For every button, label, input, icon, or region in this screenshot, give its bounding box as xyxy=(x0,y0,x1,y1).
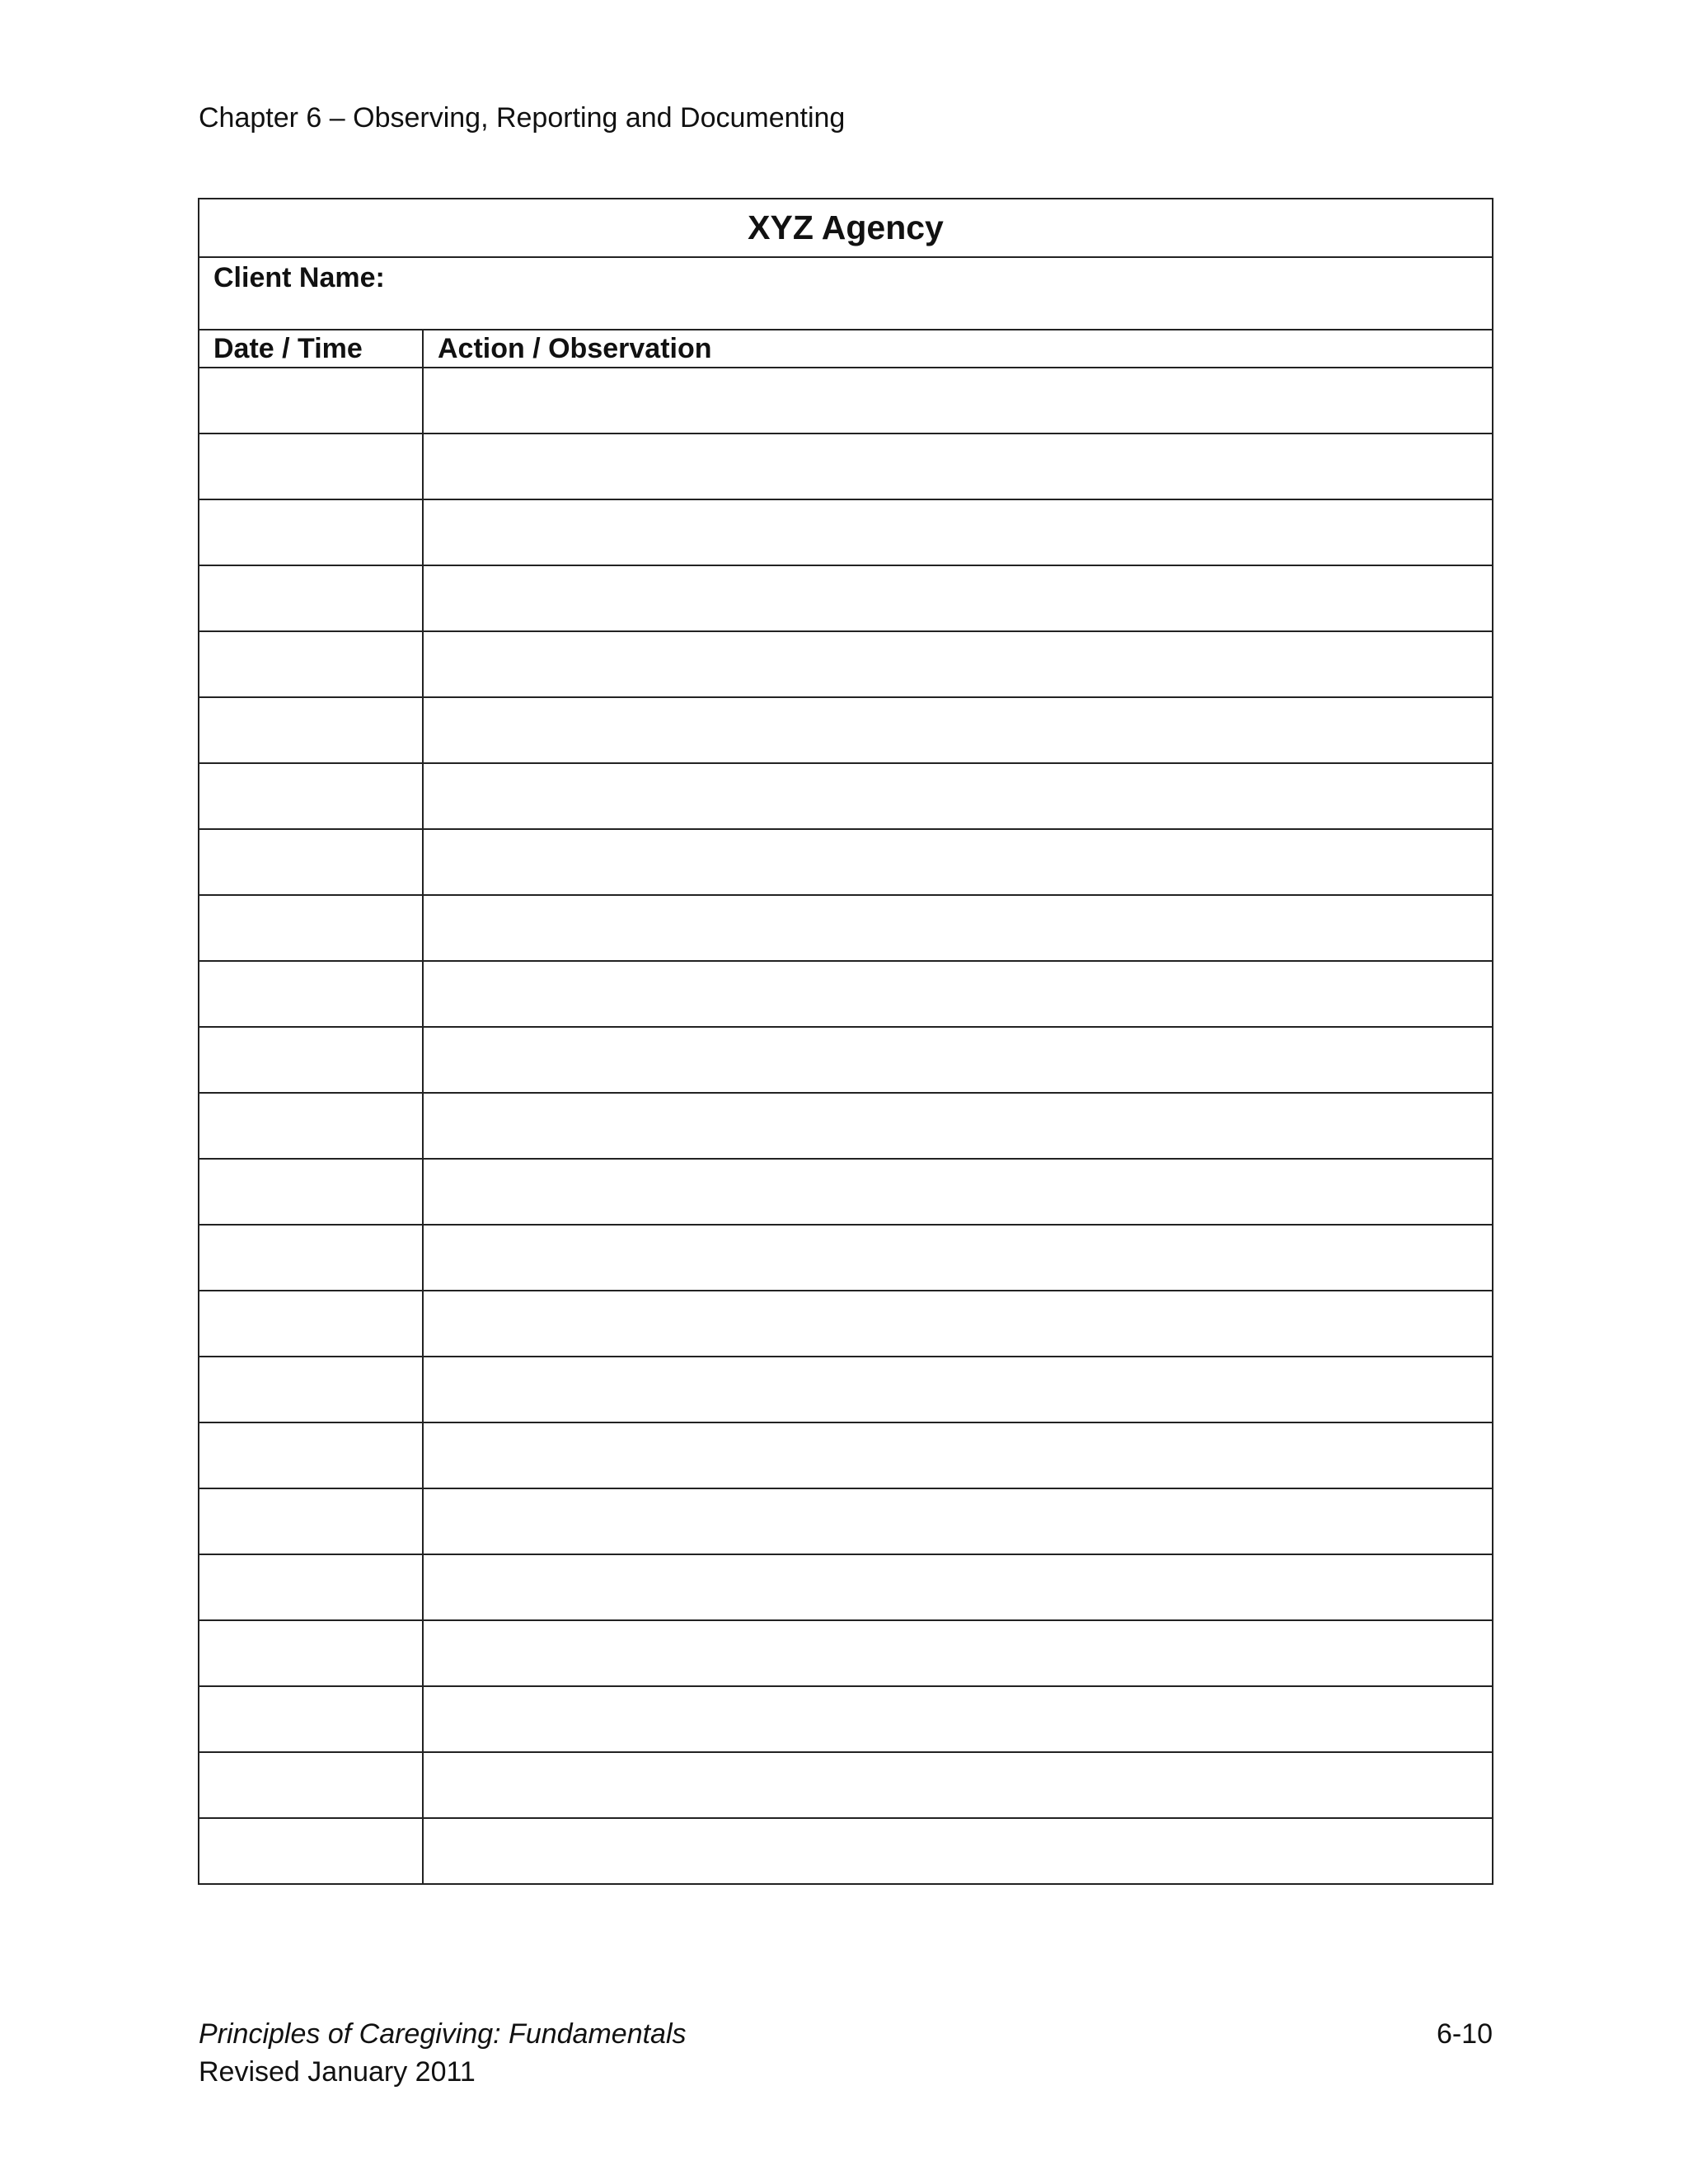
date-time-cell xyxy=(199,1225,423,1291)
action-observation-cell xyxy=(423,1686,1493,1752)
action-observation-cell xyxy=(423,1488,1493,1554)
action-observation-cell xyxy=(423,1422,1493,1488)
date-time-header: Date / Time xyxy=(199,330,423,368)
entry-row xyxy=(199,1752,1493,1818)
date-time-cell xyxy=(199,1818,423,1884)
entry-row xyxy=(199,1159,1493,1225)
entry-row xyxy=(199,1620,1493,1686)
date-time-cell xyxy=(199,434,423,499)
entry-row xyxy=(199,1686,1493,1752)
date-time-cell xyxy=(199,1422,423,1488)
entry-row xyxy=(199,1422,1493,1488)
entry-row xyxy=(199,1093,1493,1159)
entry-row xyxy=(199,1818,1493,1884)
action-observation-header: Action / Observation xyxy=(423,330,1493,368)
date-time-cell xyxy=(199,1752,423,1818)
date-time-cell xyxy=(199,1291,423,1357)
entry-row xyxy=(199,631,1493,697)
date-time-cell xyxy=(199,697,423,763)
entry-row xyxy=(199,1488,1493,1554)
entry-row xyxy=(199,1291,1493,1357)
date-time-cell xyxy=(199,961,423,1027)
entry-row xyxy=(199,763,1493,829)
action-observation-cell xyxy=(423,697,1493,763)
date-time-cell xyxy=(199,763,423,829)
action-observation-cell xyxy=(423,434,1493,499)
action-observation-cell xyxy=(423,895,1493,961)
documentation-form xyxy=(198,198,1493,1885)
action-observation-cell xyxy=(423,1225,1493,1291)
client-name-row xyxy=(199,257,1493,330)
entry-row xyxy=(199,1554,1493,1620)
action-observation-cell xyxy=(423,1818,1493,1884)
action-observation-cell xyxy=(423,829,1493,895)
entry-row xyxy=(199,1357,1493,1422)
date-time-cell xyxy=(199,565,423,631)
action-observation-cell xyxy=(423,1027,1493,1093)
action-observation-cell xyxy=(423,1554,1493,1620)
column-header-row xyxy=(199,330,1493,368)
revised-date: Revised January 2011 xyxy=(199,2056,476,2088)
chapter-header: Chapter 6 – Observing, Reporting and Documenting xyxy=(199,102,846,134)
entry-row xyxy=(199,499,1493,565)
action-observation-cell xyxy=(423,1752,1493,1818)
date-time-cell xyxy=(199,1686,423,1752)
date-time-cell xyxy=(199,1554,423,1620)
action-observation-cell xyxy=(423,499,1493,565)
date-time-cell xyxy=(199,895,423,961)
entry-row xyxy=(199,1027,1493,1093)
entry-row xyxy=(199,697,1493,763)
client-name-label: Client Name: xyxy=(199,257,1493,330)
entry-row xyxy=(199,1225,1493,1291)
date-time-cell xyxy=(199,368,423,434)
action-observation-cell xyxy=(423,1620,1493,1686)
action-observation-cell xyxy=(423,631,1493,697)
footer-left xyxy=(199,2015,687,2091)
date-time-cell xyxy=(199,829,423,895)
entry-row xyxy=(199,895,1493,961)
action-observation-cell xyxy=(423,1357,1493,1422)
date-time-cell xyxy=(199,1357,423,1422)
date-time-cell xyxy=(199,1027,423,1093)
action-observation-cell xyxy=(423,1093,1493,1159)
entry-row xyxy=(199,829,1493,895)
date-time-cell xyxy=(199,1093,423,1159)
entry-row xyxy=(199,961,1493,1027)
action-observation-cell xyxy=(423,565,1493,631)
entry-row xyxy=(199,565,1493,631)
action-observation-cell xyxy=(423,763,1493,829)
action-observation-cell xyxy=(423,1291,1493,1357)
book-title: Principles of Caregiving: Fundamentals xyxy=(199,2018,687,2050)
date-time-cell xyxy=(199,1488,423,1554)
agency-title: XYZ Agency xyxy=(199,199,1493,257)
action-observation-cell xyxy=(423,961,1493,1027)
entry-row xyxy=(199,434,1493,499)
date-time-cell xyxy=(199,1159,423,1225)
entry-row xyxy=(199,368,1493,434)
date-time-cell xyxy=(199,631,423,697)
form-title-row xyxy=(199,199,1493,257)
page-number: 6-10 xyxy=(1436,2018,1493,2050)
action-observation-cell xyxy=(423,1159,1493,1225)
action-observation-cell xyxy=(423,368,1493,434)
date-time-cell xyxy=(199,499,423,565)
date-time-cell xyxy=(199,1620,423,1686)
